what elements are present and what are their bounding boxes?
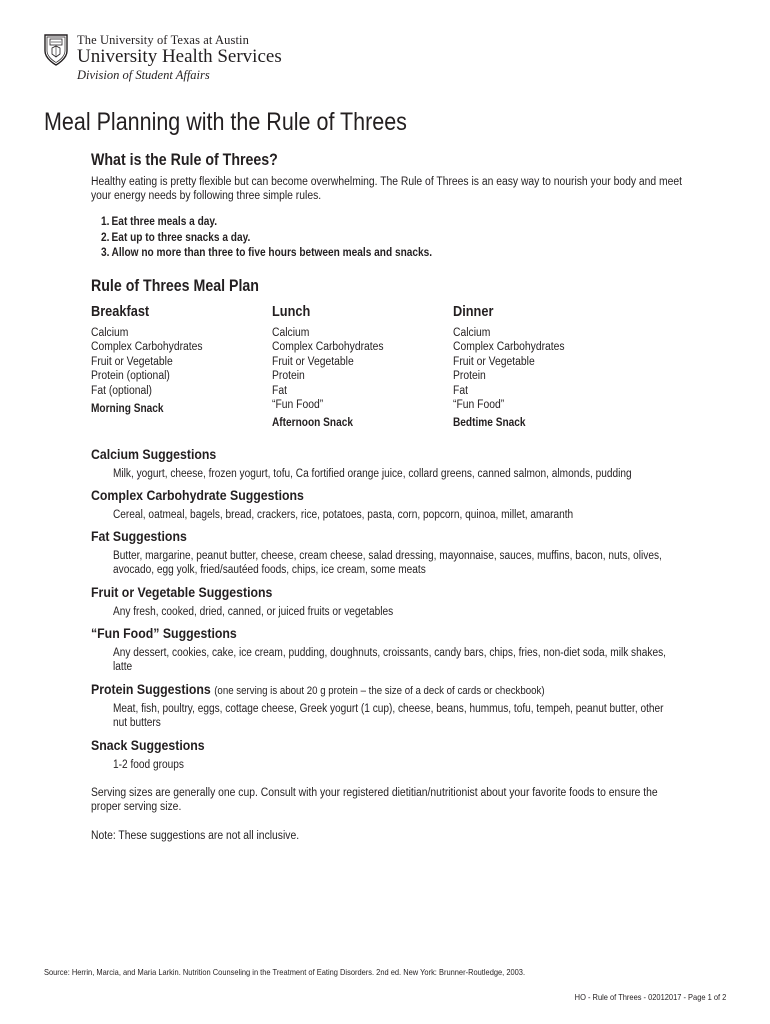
column-heading: Lunch <box>272 304 311 320</box>
suggestion-text: Butter, margarine, peanut butter, cheese, cream cheese, salad dressing, mayonnaise, sauces, muffins, bacon, nuts, olives, avocado, egg yolk, fried/sautéed foods, chips, ice cream, some meats <box>113 550 662 576</box>
suggestion-text: Any fresh, cooked, dried, canned, or juiced fruits or vegetables <box>113 606 394 618</box>
dinner-column <box>453 303 633 430</box>
suggestion-text: 1-2 food groups <box>113 759 184 771</box>
food-group: Calcium <box>272 327 310 339</box>
protein-heading: Protein Suggestions <box>91 681 211 697</box>
suggestion-text: Milk, yogurt, cheese, frozen yogurt, tofu, Ca fortified orange juice, collard greens, canned salmon, almonds, pudding <box>113 468 632 480</box>
food-group: Fat (optional) <box>91 384 152 397</box>
inclusive-note: Note: These suggestions are not all inclusive. <box>91 830 300 842</box>
food-group: Fat <box>453 384 468 397</box>
snack-label: Bedtime Snack <box>453 417 526 430</box>
breakfast-column <box>91 303 271 416</box>
suggestion-heading <box>91 680 545 700</box>
university-header <box>44 33 374 87</box>
intro-text: Healthy eating is pretty flexible but can become overwhelming. The Rule of Threes is an easy way to nourish your body and meet your energy needs by following three simple rules. <box>91 176 683 202</box>
suggestion-heading: Calcium Suggestions <box>91 446 217 462</box>
rules-list <box>101 215 432 262</box>
food-group: “Fun Food” <box>453 399 505 412</box>
suggestion-heading: Complex Carbohydrate Suggestions <box>91 487 304 503</box>
protein-serving-note: (one serving is about 20 g protein – the size of a deck of cards or checkbook) <box>214 685 545 697</box>
rule-item: 1. Eat three meals a day. <box>101 216 218 228</box>
food-group: Fruit or Vegetable <box>453 355 535 368</box>
food-group: Protein <box>272 370 305 383</box>
suggestion-text: Cereal, oatmeal, bagels, bread, crackers, rice, potatoes, pasta, corn, popcorn, quinoa, millet, amaranth <box>113 509 574 521</box>
food-group: Complex Carbohydrates <box>91 341 203 354</box>
division-name: Division of Student Affairs <box>77 68 210 82</box>
suggestion-heading: Fat Suggestions <box>91 528 187 544</box>
source-citation: Source: Herrin, Marcia, and Maria Larkin. Nutrition Counseling in the Treatment of Eating Disorders. 2nd ed. New York: Brunner-Routledge, 2003. <box>44 967 526 977</box>
food-group: Complex Carbohydrates <box>272 341 384 354</box>
food-group: Complex Carbohydrates <box>453 341 565 354</box>
food-group: Calcium <box>453 327 491 339</box>
meal-plan-heading: Rule of Threes Meal Plan <box>91 277 259 295</box>
food-group: Fat <box>272 384 287 397</box>
ut-shield-logo <box>44 34 68 66</box>
rule-item: 2. Eat up to three snacks a day. <box>101 231 251 244</box>
food-group: Fruit or Vegetable <box>91 355 173 368</box>
suggestion-heading: “Fun Food” Suggestions <box>91 625 237 641</box>
food-group: Fruit or Vegetable <box>272 355 354 368</box>
lunch-column <box>272 303 452 430</box>
suggestion-text: Meat, fish, poultry, eggs, cottage cheese, Greek yogurt (1 cup), cheese, beans, hummus, tofu, tempeh, peanut butter, other nut butters <box>113 703 664 729</box>
suggestion-heading: Fruit or Vegetable Suggestions <box>91 584 273 600</box>
food-group: Calcium <box>91 327 129 339</box>
suggestion-text: Any dessert, cookies, cake, ice cream, pudding, doughnuts, croissants, candy bars, chips, fries, non-diet soda, milk shakes, latte <box>113 647 666 673</box>
snack-label: Afternoon Snack <box>272 417 353 430</box>
food-group: Protein (optional) <box>91 370 170 383</box>
rule-item: 3. Allow no more than three to five hours between meals and snacks. <box>101 247 433 259</box>
snack-label: Morning Snack <box>91 403 164 416</box>
page-footer: HO - Rule of Threes - 02012017 - Page 1 of 2 <box>574 992 726 1002</box>
column-heading: Dinner <box>453 304 494 320</box>
food-group: “Fun Food” <box>272 399 324 412</box>
suggestion-heading: Snack Suggestions <box>91 737 205 753</box>
university-name: The University of Texas at Austin <box>77 33 249 47</box>
column-heading: Breakfast <box>91 304 150 320</box>
intro-heading: What is the Rule of Threes? <box>91 151 278 169</box>
serving-size-note: Serving sizes are generally one cup. Consult with your registered dietitian/nutritionist about your favorite foods to ensure the proper serving size. <box>91 787 658 813</box>
page-title: Meal Planning with the Rule of Threes <box>44 108 407 136</box>
food-group: Protein <box>453 370 486 383</box>
department-name: University Health Services <box>77 46 282 67</box>
